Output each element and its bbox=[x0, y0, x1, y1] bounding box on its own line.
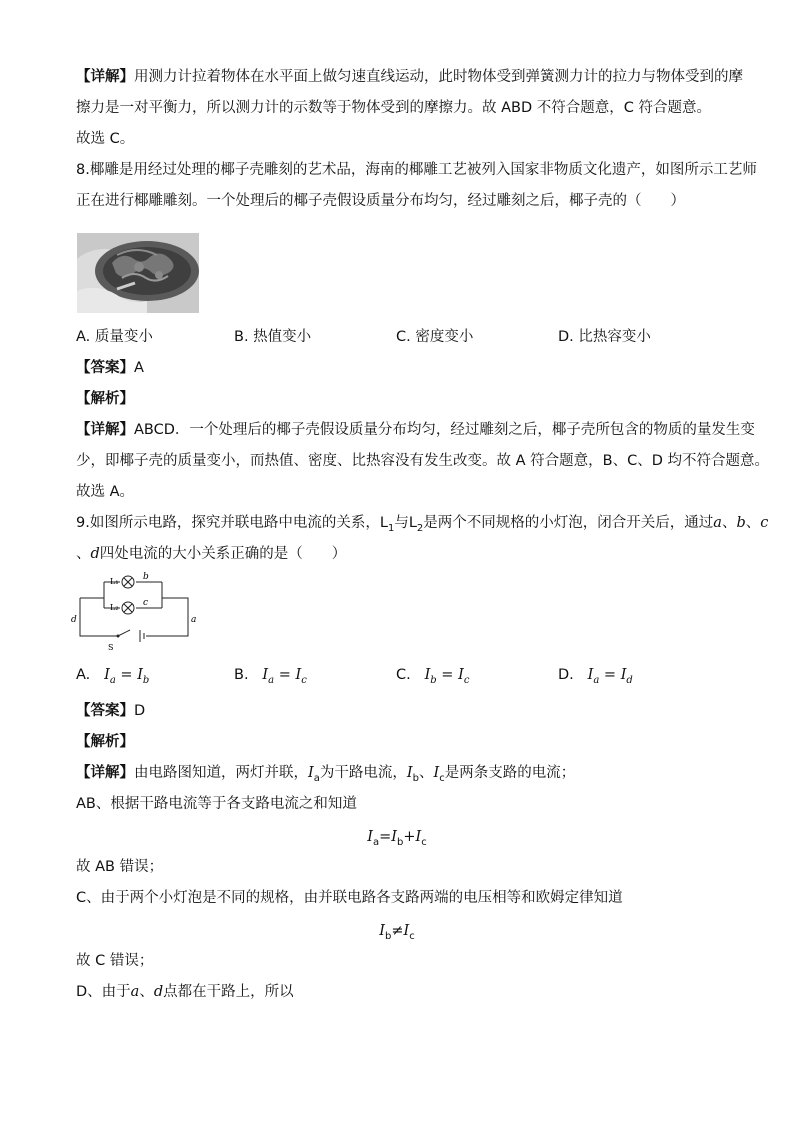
q8-answer: 【答案】A bbox=[76, 360, 144, 376]
lamp-l1-label: L₁ bbox=[110, 577, 119, 586]
point-a-label: a bbox=[191, 615, 197, 625]
point-d-label: d bbox=[71, 615, 77, 625]
q8-option-d[interactable]: D. 比热容变小 bbox=[558, 329, 651, 345]
q7-choice: 故选 C。 bbox=[76, 131, 135, 147]
q9-stem-line-1: 9.如图所示电路，探究并联电路中电流的关系，$L_1$与$L_2$是两个不同规格的小灯泡，闭合开关后，通过a、b、c bbox=[76, 515, 769, 534]
lamp-l2-label: L₂ bbox=[110, 603, 119, 612]
parallel-circuit-diagram bbox=[70, 572, 200, 652]
q9-ab-wrong: 故 AB 错误； bbox=[76, 859, 164, 875]
q9-analysis-tag: 【解析】 bbox=[76, 734, 134, 750]
q9-option-c[interactable]: C. $I_b = I_c$ bbox=[396, 667, 470, 686]
equation-ia-sum: $I_a=I_b+I_c$ bbox=[367, 829, 427, 848]
q7-detail-line-2: 擦力是一对平衡力，所以测力计的示数等于物体受到的摩擦力。故 ABD 不符合题意，C 符合题意。 bbox=[76, 100, 711, 116]
point-c-label: c bbox=[143, 598, 149, 608]
q9-d-line: D、由于a、d点都在干路上，所以 bbox=[76, 984, 294, 1000]
q8-stem-line-2: 正在进行椰雕雕刻。一个处理后的椰子壳假设质量分布均匀，经过雕刻之后，椰子壳的（ ） bbox=[76, 193, 685, 209]
q8-detail-line-1: 【详解】ABCD．一个处理后的椰子壳假设质量分布均匀，经过雕刻之后，椰子壳所包含的物质的量发生变 bbox=[76, 422, 755, 438]
q9-ab-line: AB、根据干路电流等于各支路电流之和知道 bbox=[76, 796, 357, 812]
q8-stem-line-1: 8.椰雕是用经过处理的椰子壳雕刻的艺术品，海南的椰雕工艺被列入国家非物质文化遗产，如图所示工艺师 bbox=[76, 162, 757, 178]
q9-option-d[interactable]: D. $I_a = I_d$ bbox=[558, 667, 633, 686]
q9-option-b[interactable]: B. $I_a = I_c$ bbox=[234, 667, 307, 686]
q8-option-b[interactable]: B. 热值变小 bbox=[234, 329, 312, 345]
q8-option-c[interactable]: C. 密度变小 bbox=[396, 329, 474, 345]
q9-detail-line-1: 【详解】由电路图知道，两灯并联，$I_a$为干路电流，$I_b$、$I_c$是两条支路的电流； bbox=[76, 765, 576, 784]
equation-ib-neq-ic: $I_b\ne I_c$ bbox=[379, 923, 415, 942]
q8-option-a[interactable]: A. 质量变小 bbox=[76, 329, 153, 345]
q8-detail-line-2: 少，即椰子壳的质量变小，而热值、密度、比热容没有发生改变。故 A 符合题意，B、C、D 均不符合题意。 bbox=[76, 453, 769, 469]
detail-tag: 【详解】 bbox=[76, 69, 134, 85]
q9-answer: 【答案】D bbox=[76, 703, 146, 719]
q9-option-a[interactable]: A. $I_a = I_b$ bbox=[76, 667, 150, 686]
q7-detail-line-1: 【详解】用测力计拉着物体在水平面上做匀速直线运动，此时物体受到弹簧测力计的拉力与物体受到的摩 bbox=[76, 69, 743, 85]
q8-analysis-tag: 【解析】 bbox=[76, 391, 134, 407]
coconut-carving-photo bbox=[77, 233, 199, 313]
coconut-carving-image bbox=[77, 233, 199, 313]
q9-c-line: C、由于两个小灯泡是不同的规格，由并联电路各支路两端的电压相等和欧姆定律知道 bbox=[76, 890, 623, 906]
q9-stem-line-2: 、d四处电流的大小关系正确的是（ ） bbox=[76, 546, 347, 562]
switch-s-label: S bbox=[108, 643, 114, 652]
point-b-label: b bbox=[143, 572, 149, 582]
q9-c-wrong: 故 C 错误； bbox=[76, 953, 154, 969]
q8-choice: 故选 A。 bbox=[76, 484, 135, 500]
